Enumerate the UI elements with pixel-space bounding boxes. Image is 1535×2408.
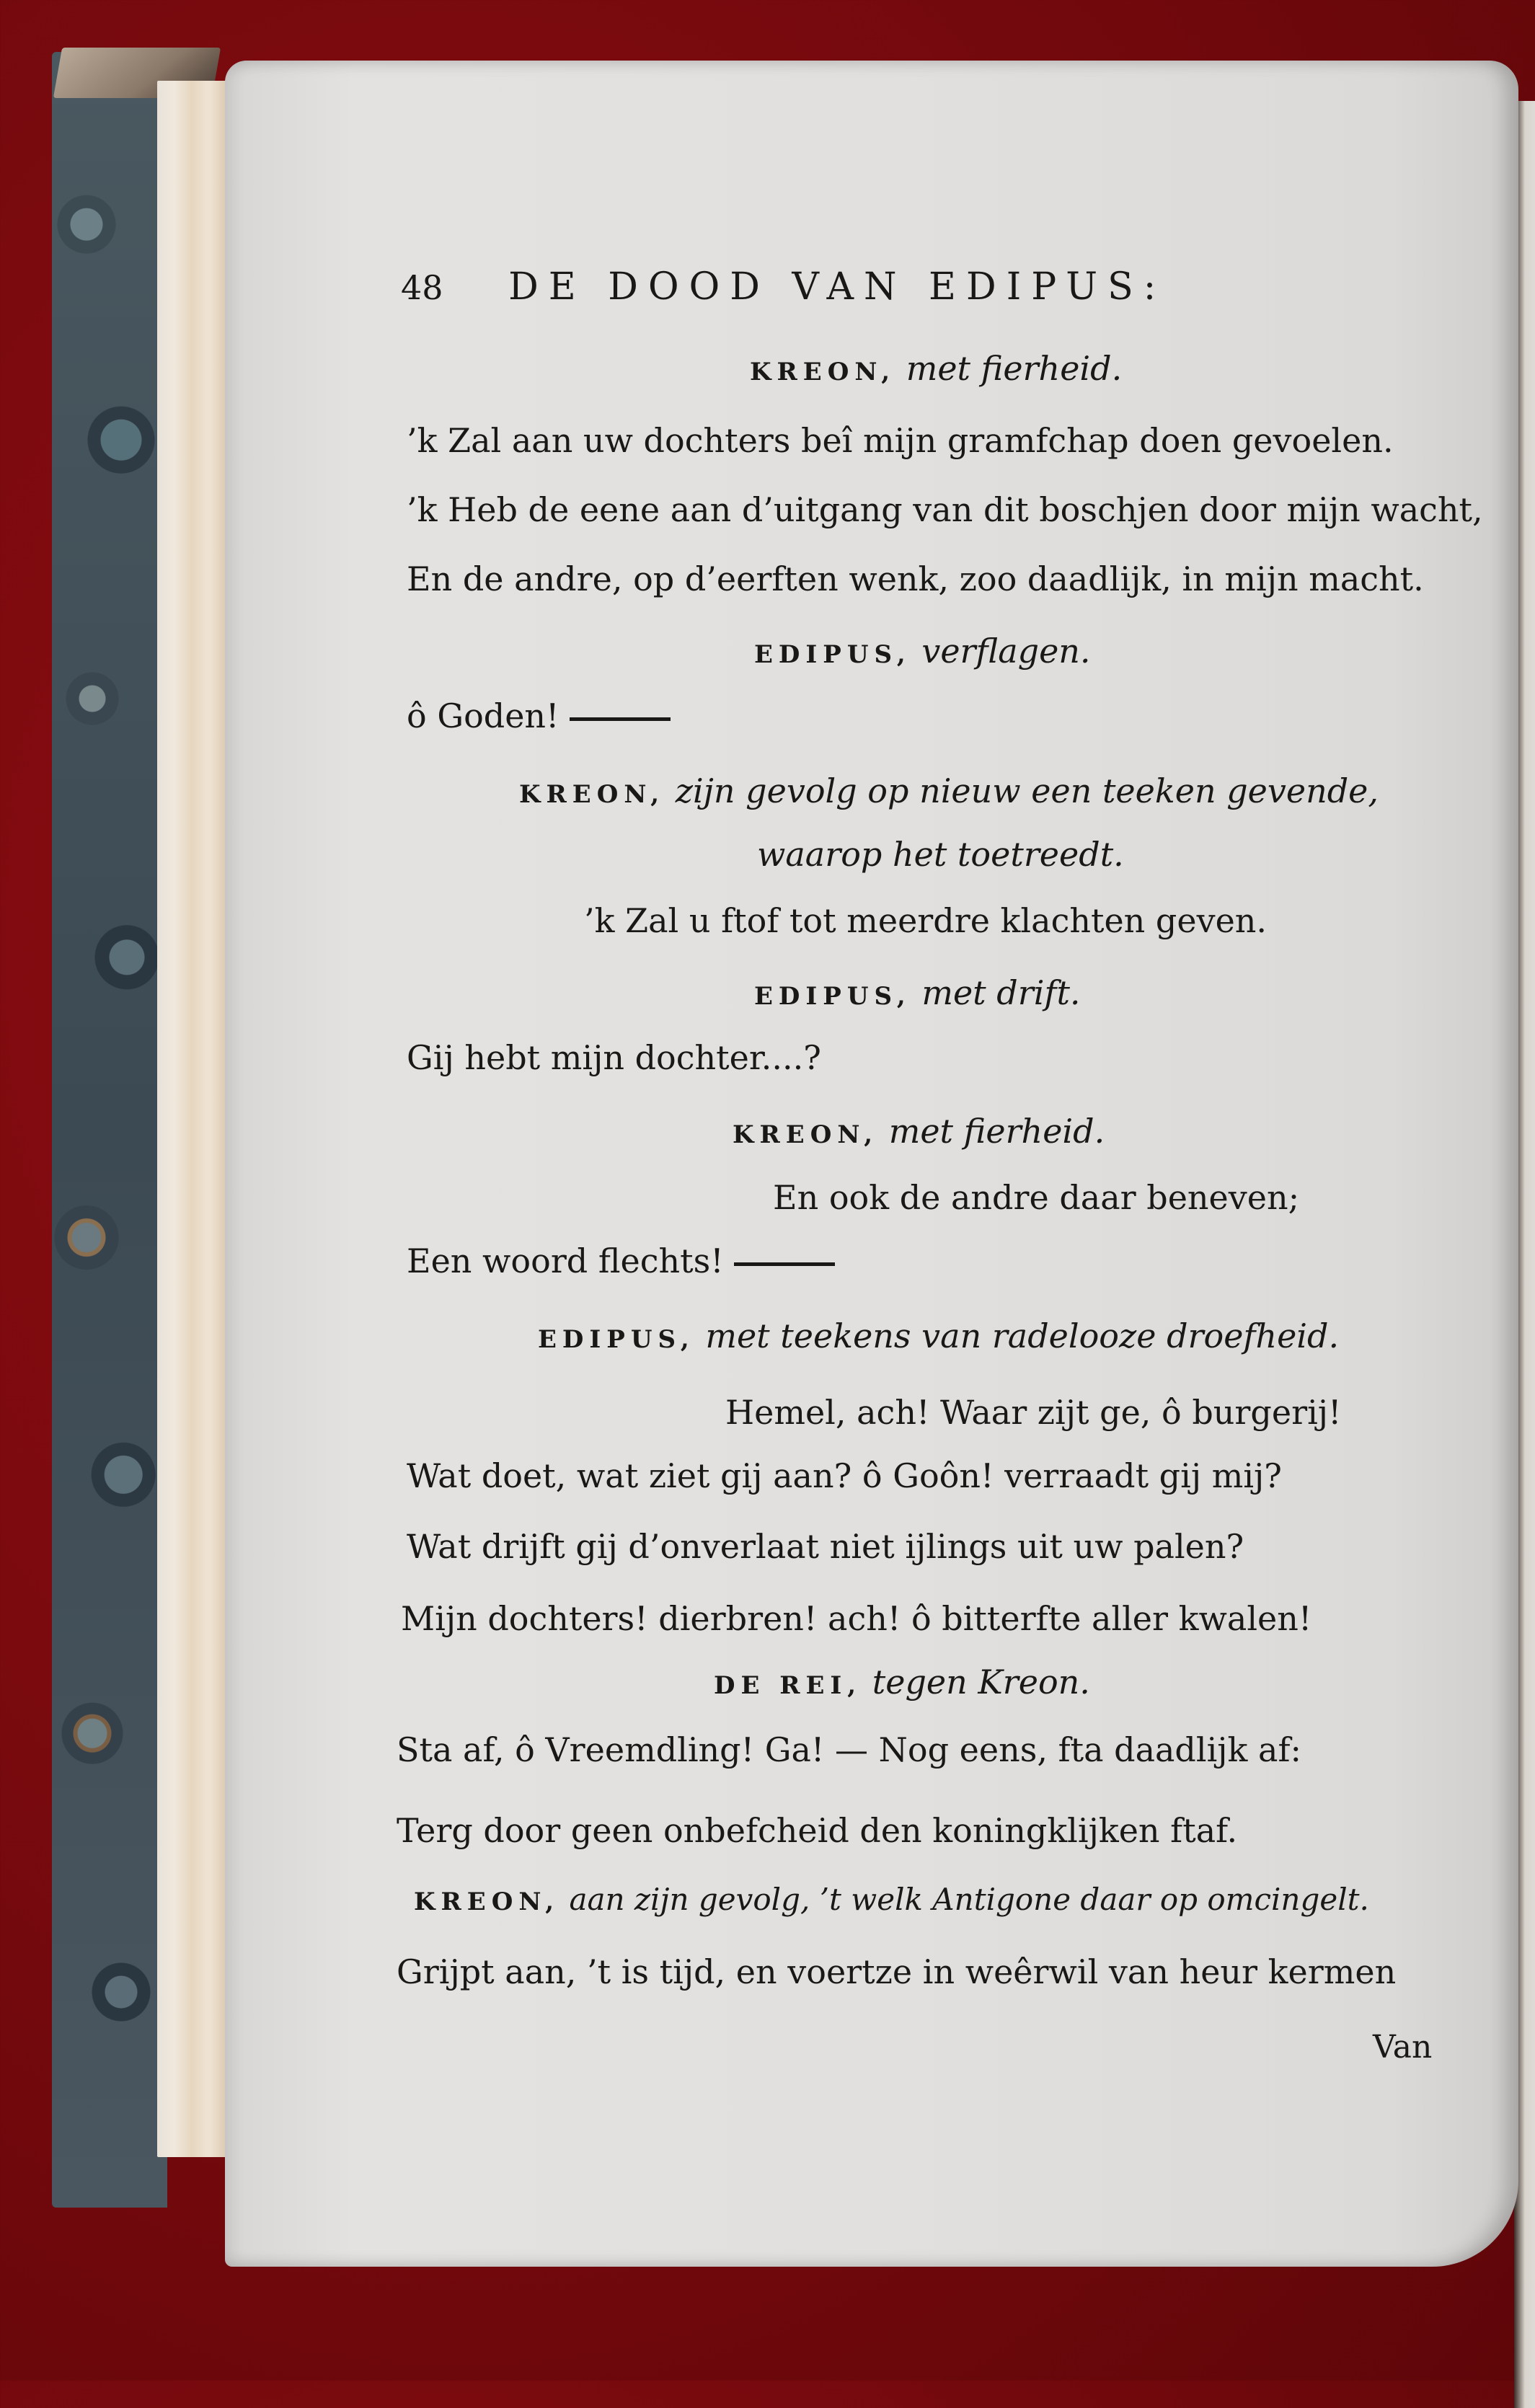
- stage-direction: EDIPUS, met teekens van radelooze droefheid.: [538, 1316, 1340, 1355]
- page-number: 48: [401, 268, 443, 307]
- verse-line: Wat drijft gij d’onverlaat niet ijlings uit uw palen?: [407, 1527, 1244, 1566]
- em-dash-rule: [734, 1262, 835, 1266]
- em-dash-rule: [570, 717, 671, 721]
- stage-direction: EDIPUS, met drift.: [754, 973, 1081, 1012]
- stage-direction: KREON, met fierheid.: [733, 1112, 1105, 1151]
- stage-direction: KREON, met fierheid.: [750, 349, 1123, 388]
- verse-line: Mijn dochters! dierbren! ach! ô bitterfte aller kwalen!: [401, 1599, 1312, 1638]
- stage-direction: KREON, aan zijn gevolg, ’t welk Antigone daar op omcingelt.: [414, 1882, 1369, 1917]
- verse-line: Wat doet, wat ziet gij aan? ô Goôn! verraadt gij mij?: [407, 1456, 1282, 1495]
- verse-line: Terg door geen onbefcheid den koningklijken ftaf.: [397, 1811, 1238, 1850]
- catchword: Van: [1373, 2029, 1433, 2066]
- verse-line: Grijpt aan, ’t is tijd, en voertze in weêrwil van heur kermen: [397, 1952, 1397, 1991]
- verse-line: Gij hebt mijn dochter....?: [407, 1038, 821, 1077]
- running-head-title: DE DOOD VAN EDIPUS:: [508, 265, 1167, 309]
- verse-line: Hemel, ach! Waar zijt ge, ô burgerij!: [725, 1393, 1342, 1432]
- verse-line: En ook de andre daar beneven;: [773, 1178, 1300, 1217]
- verse-line: En de andre, op d’eerften wenk, zoo daadlijk, in mijn macht.: [407, 559, 1424, 598]
- marbled-cover-spine: [52, 52, 167, 2208]
- verse-line: ’k Heb de eene aan d’uitgang van dit boschjen door mijn wacht,: [407, 490, 1483, 529]
- book-page: [225, 61, 1518, 2267]
- verse-line: ’k Zal u ftof tot meerdre klachten geven.: [584, 901, 1268, 940]
- stage-direction: EDIPUS, verflagen.: [754, 632, 1091, 670]
- verse-line: Een woord flechts!: [407, 1244, 835, 1278]
- verse-line: ô Goden!: [407, 699, 671, 732]
- verse-line: Sta af, ô Vreemdling! Ga! — Nog eens, fta daadlijk af:: [397, 1730, 1302, 1769]
- stage-direction: KREON, zijn gevolg op nieuw een teeken gevende,: [519, 771, 1379, 810]
- running-head: [401, 265, 1167, 309]
- verse-line: ’k Zal aan uw dochters beî mijn gramfchap doen gevoelen.: [407, 421, 1394, 460]
- stage-direction: DE REI, tegen Kreon.: [714, 1663, 1090, 1701]
- stage-direction-cont: waarop het toetreedt.: [757, 835, 1124, 874]
